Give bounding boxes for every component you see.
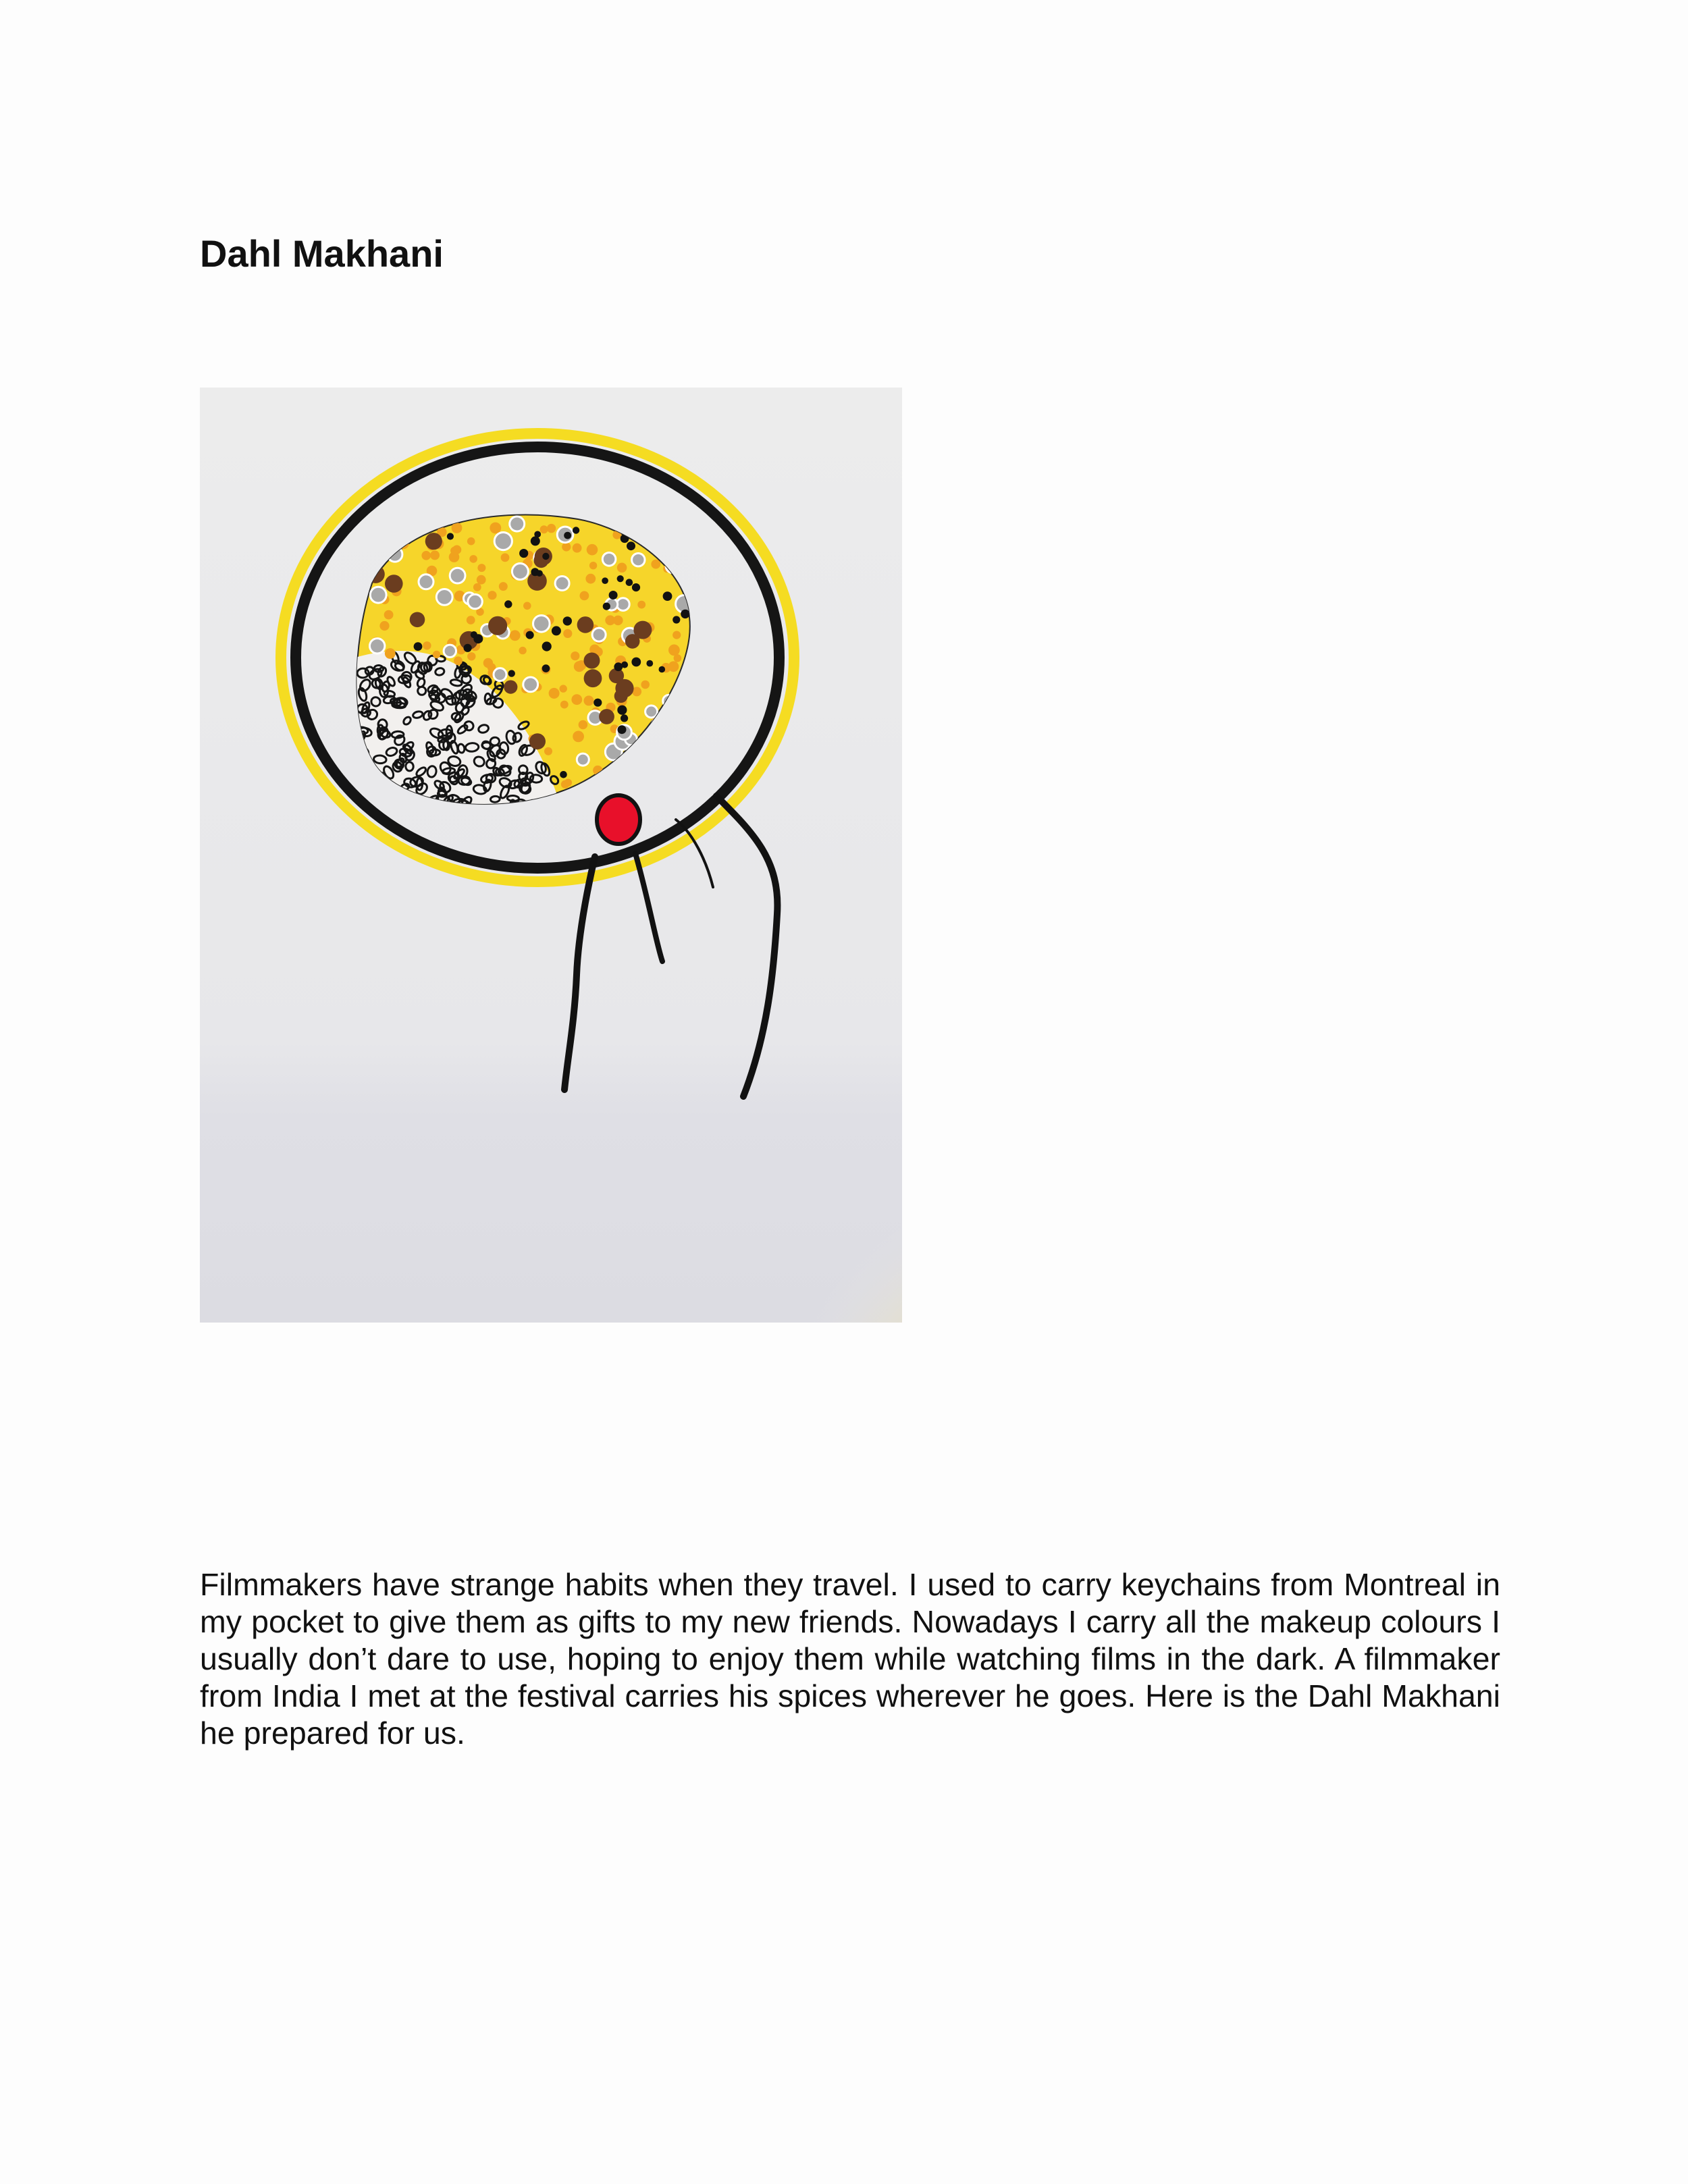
lentil-dot — [592, 628, 606, 641]
lentil-dot — [510, 630, 521, 641]
lentil-dot — [473, 583, 481, 591]
lentil-dot — [508, 670, 515, 676]
lentil-dot — [617, 563, 627, 573]
lentil-dot — [529, 733, 546, 749]
lentil-dot — [584, 669, 602, 687]
lentil-dot — [531, 536, 540, 545]
lentil-dot — [370, 587, 386, 603]
lentil-dot — [467, 537, 475, 545]
lentil-dot — [447, 533, 454, 539]
lentil-dot — [615, 679, 633, 697]
lentil-dot — [423, 641, 431, 649]
lentil-dot — [477, 575, 486, 585]
lentil-dot — [384, 610, 394, 620]
lentil-dot — [562, 542, 571, 551]
lentil-dot — [573, 731, 584, 743]
lentil-dot — [385, 575, 403, 593]
lentil-dot — [504, 600, 512, 608]
lentil-dot — [433, 651, 440, 658]
lentil-dot — [425, 533, 442, 550]
lentil-dot — [646, 660, 653, 667]
lentil-dot — [585, 574, 596, 584]
lentil-dot — [577, 616, 594, 633]
lentil-dot — [589, 562, 597, 569]
lentil-dot — [436, 589, 452, 606]
lentil-dot — [542, 664, 550, 672]
lentil-dot — [467, 616, 475, 624]
lentil-dot — [419, 575, 433, 589]
lentil-dot — [414, 642, 423, 651]
lentil-dot — [430, 550, 440, 560]
lentil-dot — [571, 694, 582, 705]
lentil-dot — [573, 527, 579, 533]
lentil-dot — [488, 616, 507, 635]
lentil-dot — [523, 602, 531, 610]
lentil-dot — [469, 555, 477, 563]
lentil-dot — [616, 598, 629, 611]
lentil-dot — [632, 554, 645, 566]
lentil-dot — [631, 658, 641, 667]
lentil-dot — [594, 699, 602, 707]
lentil-dot — [467, 652, 475, 660]
lentil-dot — [560, 771, 567, 778]
lentil-dot — [452, 545, 461, 554]
lentil-dot — [552, 626, 561, 635]
lentil-dot — [584, 653, 600, 669]
lentil-dot — [542, 553, 549, 560]
lentil-dot — [494, 533, 512, 550]
lentil-dot — [542, 641, 552, 651]
lentil-dot — [625, 634, 640, 649]
lentil-dot — [533, 616, 550, 633]
bowl-with-hand-illustration — [200, 388, 902, 1323]
lentil-dot — [645, 705, 658, 718]
lentil-dot — [599, 709, 614, 724]
lentil-dot — [602, 553, 616, 566]
lentil-dot — [444, 645, 456, 657]
lentil-dot — [627, 541, 635, 550]
lentil-dot — [450, 568, 465, 583]
lentil-dot — [672, 631, 681, 639]
lentil-dot — [637, 601, 645, 609]
lentil-dot — [370, 639, 385, 654]
lentil-dot — [504, 681, 517, 694]
lentil-dot — [555, 577, 569, 591]
lentil-dot — [614, 662, 623, 671]
lentil-dot — [672, 616, 680, 623]
lentil-dot — [563, 616, 572, 625]
lentil-dot — [563, 629, 572, 638]
lentil-dot — [564, 779, 572, 787]
lentil-dot — [385, 648, 396, 659]
lentil-dot — [618, 725, 627, 734]
lentil-dot — [410, 612, 425, 628]
lentil-dot — [584, 695, 594, 705]
lentil-dot — [487, 591, 496, 600]
lentil-dot — [510, 516, 525, 531]
lentil-dot — [379, 621, 389, 631]
red-fingernail — [597, 795, 640, 844]
lentil-dot — [573, 543, 582, 553]
lentil-dot — [523, 677, 538, 692]
lentil-dot — [668, 661, 679, 672]
lentil-dot — [501, 554, 510, 562]
lentil-dot — [560, 701, 569, 709]
body-paragraph: Filmmakers have strange habits when they travel. I used to carry keychains from Montreal in my pocket to give them as gifts to my new friends. Nowadays I carry all the makeup colours I usually don’t dare to use, hoping to enjoy them while watching films in the dark. A filmmaker from India I met at the festival carries his spices wherever he goes. Here is the Dahl Makhani he prepared for us. — [200, 1567, 1500, 1751]
lentil-dot — [549, 688, 560, 699]
lentil-dot — [560, 685, 567, 692]
lentil-dot — [659, 666, 666, 673]
lentil-dot — [421, 551, 431, 560]
lentil-dot — [519, 647, 526, 654]
lentil-dot — [547, 524, 556, 533]
lentil-dot — [544, 747, 552, 755]
lentil-dot — [512, 564, 528, 580]
lentil-dot — [519, 549, 528, 558]
lentil-dot — [668, 645, 680, 656]
page-title: Dahl Makhani — [200, 232, 444, 275]
lentil-dot — [564, 532, 571, 539]
lentil-dot — [641, 681, 650, 689]
lentil-dot — [499, 582, 508, 591]
lentil-dot — [681, 610, 689, 618]
lentil-dot — [490, 523, 501, 534]
lentil-dot — [477, 564, 485, 572]
lentil-dot — [602, 577, 608, 584]
lentil-dot — [540, 525, 548, 533]
lentil-dot — [609, 591, 618, 600]
lentil-dot — [464, 644, 472, 652]
lentil-dot — [603, 603, 610, 610]
lentil-dot — [571, 651, 579, 660]
lentil-dot — [494, 668, 506, 681]
lentil-dot — [674, 654, 682, 662]
lentil-dot — [626, 579, 633, 586]
lentil-dot — [580, 591, 589, 601]
lentil-dot — [579, 720, 588, 730]
lentil-dot — [526, 631, 534, 639]
lentil-dot — [454, 656, 463, 665]
lentil-dot — [651, 560, 660, 569]
lentil-dot — [663, 591, 672, 601]
lentil-dot — [617, 705, 627, 715]
lentil-dot — [577, 753, 589, 766]
lentil-dot — [632, 583, 640, 591]
lentil-dot — [587, 544, 598, 556]
lentil-dot — [468, 594, 482, 608]
lentil-dot — [621, 714, 628, 722]
lentil-dot — [617, 575, 624, 582]
lentil-dot — [536, 570, 543, 577]
illustration-svg — [200, 388, 902, 1323]
lentil-dot — [613, 616, 623, 626]
lentil-dot — [483, 658, 493, 668]
lentil-dot — [473, 634, 483, 643]
